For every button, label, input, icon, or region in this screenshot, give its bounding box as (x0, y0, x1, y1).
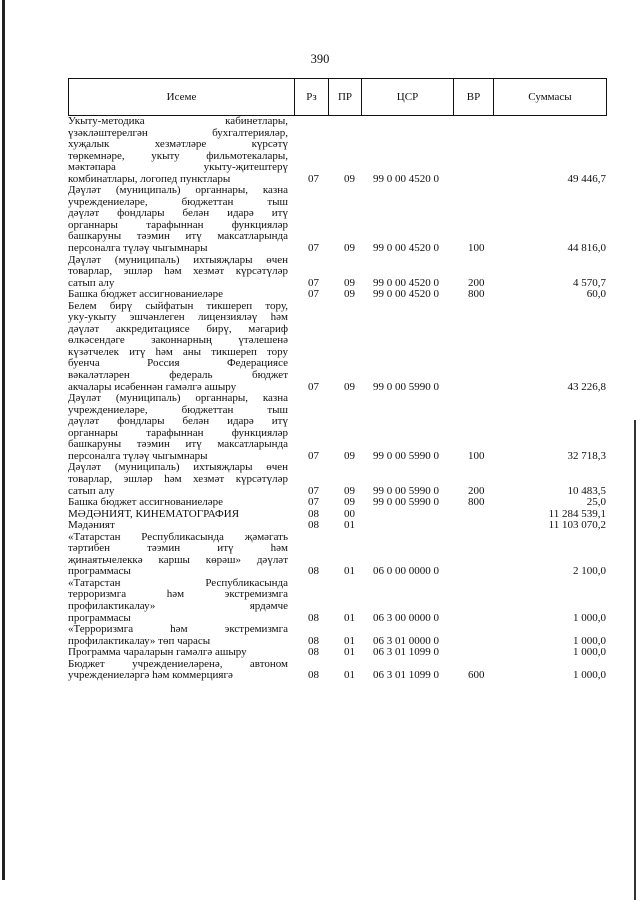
row-sum: 43 226,8 (567, 380, 606, 393)
row-rz: 07 (308, 276, 319, 289)
row-name-line: товарлар, эшләр һәм хезмәт күрсәтүләр (68, 472, 288, 485)
row-csr: 99 0 00 4520 0 (373, 276, 439, 289)
row-csr: 99 0 00 5990 0 (373, 380, 439, 393)
row-name-line: персоналга түләү чыгымнары (68, 449, 208, 462)
row-csr: 06 3 00 0000 0 (373, 611, 439, 624)
row-pr: 09 (344, 276, 355, 289)
table-row (68, 647, 608, 659)
row-name-line: вәкаләтләрен федераль бюджет (68, 369, 288, 382)
table-row (68, 116, 608, 185)
scan-edge-right (634, 420, 636, 900)
row-name-line: Мәдәният (68, 519, 115, 532)
row-name (68, 532, 288, 578)
row-name-line: Дәүләт (муниципаль) ихтыяҗлары өчен (68, 461, 288, 474)
row-sum: 4 570,7 (573, 276, 606, 289)
row-name (68, 255, 288, 290)
row-pr: 00 (344, 507, 355, 520)
row-name-line: учреждениеләргә һәм коммерциягә (68, 669, 233, 682)
row-name-line: Дәүләт (муниципаль) органнары, казна (68, 392, 288, 405)
row-sum: 25,0 (586, 496, 606, 509)
table-row (68, 532, 608, 578)
row-csr: 06 3 01 1099 0 (373, 669, 439, 682)
row-sum: 49 446,7 (567, 172, 606, 185)
budget-table-body (68, 116, 608, 682)
row-name-line: «Татарстан Республикасында җәмәгать (68, 530, 288, 543)
row-name-line: учреждениеләре, бюджеттан тыш (68, 403, 288, 416)
row-name-line: терроризмга һәм экстремизмга (68, 588, 288, 601)
row-name (68, 659, 288, 682)
row-rz: 08 (308, 646, 319, 659)
row-csr: 06 0 00 0000 0 (373, 565, 439, 578)
row-name (68, 301, 288, 393)
row-csr: 99 0 00 4520 0 (373, 242, 439, 255)
row-rz: 08 (308, 669, 319, 682)
row-name-line: «Терроризмга һәм экстремизмга (68, 623, 288, 636)
row-csr: 06 3 01 1099 0 (373, 646, 439, 659)
row-name-line: хуҗалык хезмәтләре күрсәтү (68, 138, 288, 151)
table-row (68, 497, 608, 509)
table-row (68, 185, 608, 254)
row-name-line: Бюджет учреждениеләренә, автоном (68, 657, 288, 670)
row-csr: 99 0 00 4520 0 (373, 288, 439, 301)
header-rz: Рз (295, 79, 329, 116)
table-row (68, 578, 608, 624)
row-sum: 10 483,5 (567, 484, 606, 497)
row-name (68, 497, 288, 509)
row-pr: 01 (344, 669, 355, 682)
row-name (68, 185, 288, 254)
row-name-line: өлкәсендәге законнарның үтәлешенә (68, 334, 288, 347)
row-csr: 06 3 01 0000 0 (373, 634, 439, 647)
row-name (68, 647, 288, 659)
row-name (68, 624, 288, 647)
row-sum: 1 000,0 (573, 646, 606, 659)
row-name-line: башкаруны тәэмин итү максатларында (68, 230, 288, 243)
row-name-line: дәүләт фондлары белән идарә итү (68, 207, 288, 220)
row-name-line: профилактикалау» ярдәмче (68, 599, 288, 612)
row-name-line: Программа чараларын гамәлгә ашыру (68, 646, 247, 659)
row-name-line: Укыту-методика кабинетлары, (68, 115, 288, 127)
row-pr: 09 (344, 242, 355, 255)
row-name (68, 520, 288, 532)
row-name-line: уку-укыту эшчәнлеген лицензияләү һәм (68, 311, 288, 324)
row-csr: 99 0 00 4520 0 (373, 172, 439, 185)
row-csr: 99 0 00 5990 0 (373, 496, 439, 509)
row-pr: 01 (344, 519, 355, 532)
row-vr: 100 (468, 449, 485, 462)
row-name-line: дәүләт аккредитациясе бирү, мәгариф (68, 322, 288, 335)
row-rz: 07 (308, 449, 319, 462)
row-name-line: Дәүләт (муниципаль) ихтыяҗлары өчен (68, 253, 288, 266)
row-pr: 01 (344, 565, 355, 578)
row-sum: 2 100,0 (573, 565, 606, 578)
row-vr: 800 (468, 496, 485, 509)
row-pr: 01 (344, 611, 355, 624)
row-name-line: комбинатлары, логопед пунктлары (68, 172, 231, 185)
row-pr: 09 (344, 288, 355, 301)
row-pr: 09 (344, 449, 355, 462)
header-name: Исеме (69, 79, 295, 116)
row-sum: 60,0 (586, 288, 606, 301)
row-rz: 08 (308, 507, 319, 520)
page-number: 390 (310, 52, 330, 66)
row-name-line: «Татарстан Республикасында (68, 576, 288, 589)
row-name-line: үзәкләштерелгән бухгалтерияләр, (68, 126, 288, 139)
row-rz: 07 (308, 484, 319, 497)
row-pr: 09 (344, 496, 355, 509)
row-name-line: МӘДӘНИЯТ, КИНЕМАТОГРАФИЯ (68, 507, 240, 520)
row-name-line: Дәүләт (муниципаль) органнары, казна (68, 184, 288, 197)
row-name-line: программасы (68, 565, 131, 578)
row-sum: 1 000,0 (573, 669, 606, 682)
row-name-line: тәртибен тәэмин итү һәм (68, 542, 288, 555)
row-rz: 08 (308, 611, 319, 624)
row-name-line: җинаятьчелеккә каршы көрәш» дәүләт (68, 553, 288, 566)
header-pr: ПР (329, 79, 362, 116)
row-rz: 07 (308, 288, 319, 301)
row-name-line: күзәтчелек итү һәм аны тикшереп тору (68, 345, 288, 358)
row-vr: 200 (468, 484, 485, 497)
table-row (68, 301, 608, 393)
row-name-line: Башка бюджет ассигнованиеләре (68, 496, 223, 509)
row-name-line: мәктәпара укыту-җитештерү (68, 161, 288, 174)
row-name-line: сатып алу (68, 484, 115, 497)
row-vr: 600 (468, 669, 485, 682)
row-pr: 09 (344, 172, 355, 185)
row-rz: 07 (308, 242, 319, 255)
section-row (68, 509, 608, 521)
row-rz: 07 (308, 496, 319, 509)
row-name-line: сатып алу (68, 276, 115, 289)
row-sum: 44 816,0 (567, 242, 606, 255)
row-sum: 11 284 539,1 (548, 507, 606, 520)
row-name (68, 462, 288, 497)
row-sum: 11 103 070,2 (548, 519, 606, 532)
row-rz: 08 (308, 565, 319, 578)
header-csr: ЦСР (362, 79, 454, 116)
table-row (68, 255, 608, 290)
table-header (68, 78, 607, 116)
row-vr: 100 (468, 242, 485, 255)
row-name-line: товарлар, эшләр һәм хезмәт күрсәтүләр (68, 265, 288, 278)
row-rz: 08 (308, 519, 319, 532)
row-sum: 1 000,0 (573, 634, 606, 647)
table-row (68, 393, 608, 462)
row-name-line: дәүләт фондлары белән идарә итү (68, 415, 288, 428)
row-pr: 09 (344, 484, 355, 497)
table-row (68, 462, 608, 497)
row-vr: 800 (468, 288, 485, 301)
row-name-line: профилактикалау» төп чарасы (68, 634, 211, 647)
scan-edge-left (2, 0, 5, 880)
row-name (68, 116, 288, 185)
row-name-line: Башка бюджет ассигнованиеләре (68, 288, 223, 301)
row-name-line: акчалары исәбеннән гамәлгә ашыру (68, 380, 237, 393)
row-rz: 07 (308, 380, 319, 393)
row-pr: 09 (344, 380, 355, 393)
row-name-line: органнары тарафыннан функцияләр (68, 426, 288, 439)
row-rz: 08 (308, 634, 319, 647)
row-sum: 32 718,3 (567, 449, 606, 462)
header-sum: Суммасы (494, 79, 607, 116)
table-row (68, 520, 608, 532)
row-name-line: буенча Россия Федерациясе (68, 357, 288, 370)
row-pr: 01 (344, 646, 355, 659)
row-name-line: төркемнәре, укыту фильмотекалары, (68, 149, 288, 162)
row-name-line: башкаруны тәэмин итү максатларында (68, 438, 288, 451)
row-csr: 99 0 00 5990 0 (373, 449, 439, 462)
row-name-line: персоналга түләү чыгымнары (68, 242, 208, 255)
row-name-line: Белем бирү сыйфатын тикшереп тору, (68, 299, 288, 312)
row-name-line: органнары тарафыннан функцияләр (68, 218, 288, 231)
row-rz: 07 (308, 172, 319, 185)
row-name (68, 578, 288, 624)
row-name-line: программасы (68, 611, 131, 624)
row-vr: 200 (468, 276, 485, 289)
row-name-line: учреждениеләре, бюджеттан тыш (68, 195, 288, 208)
row-sum: 1 000,0 (573, 611, 606, 624)
table-row (68, 659, 608, 682)
row-pr: 01 (344, 634, 355, 647)
row-csr: 99 0 00 5990 0 (373, 484, 439, 497)
table-row (68, 624, 608, 647)
row-name (68, 393, 288, 462)
header-vr: ВР (454, 79, 494, 116)
